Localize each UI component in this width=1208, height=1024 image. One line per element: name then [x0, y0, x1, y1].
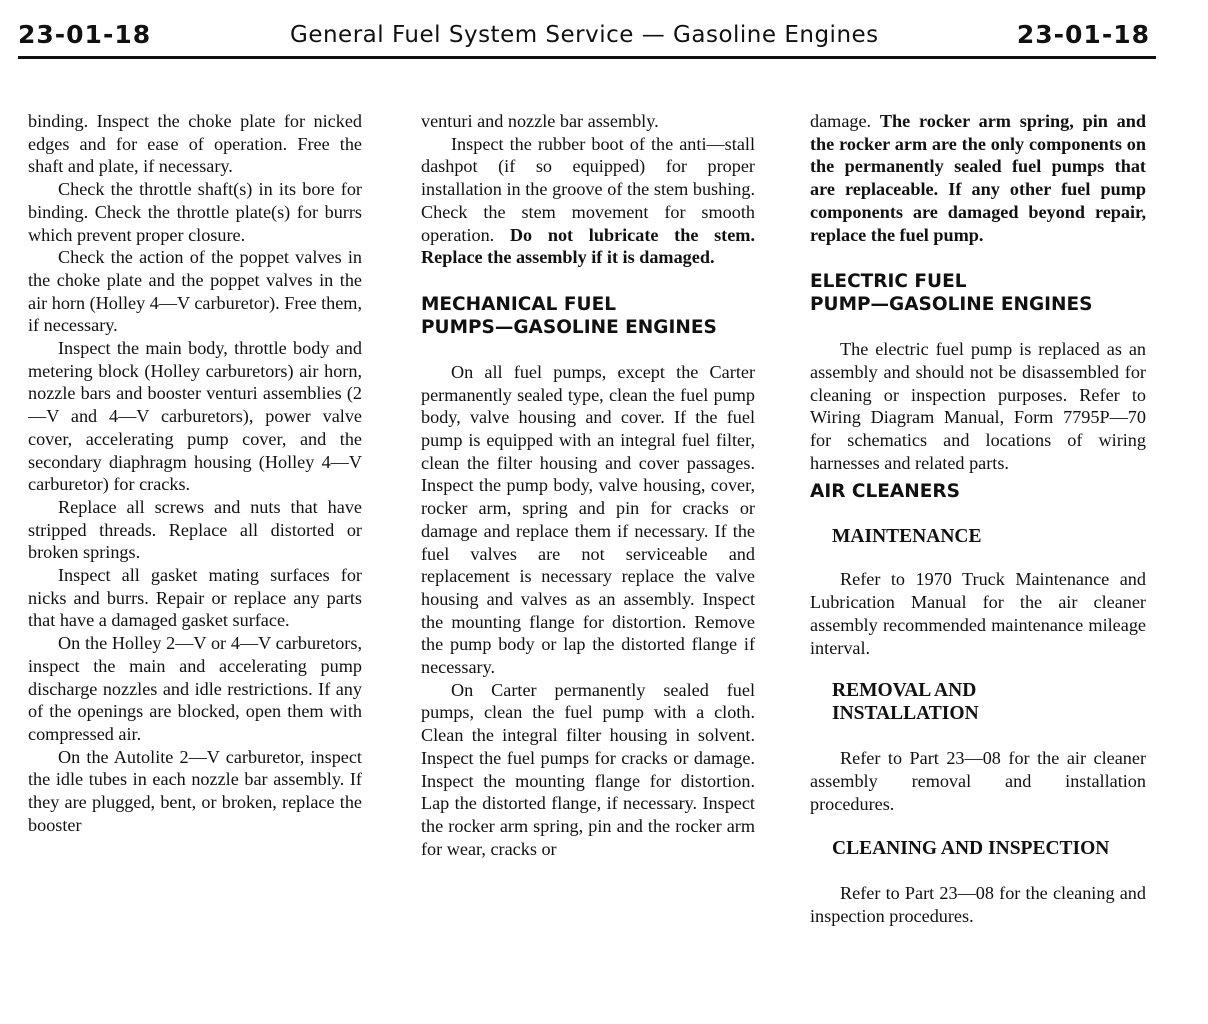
section-heading: AIR CLEANERS: [810, 481, 960, 503]
note-text: The rocker arm spring, pin and the rocker arm are the only components on the permanently sealed fuel pumps that are replaceable. If any other fuel pump components are damaged beyond repair, replace the fuel pump.: [810, 111, 1146, 245]
paragraph: Replace all screws and nuts that have stripped threads. Replace all distorted or broken springs.: [28, 496, 362, 563]
subsection-heading: MAINTENANCE: [832, 526, 982, 548]
page-number-left: 23-01-18: [18, 20, 152, 49]
heading-line: PUMP—GASOLINE ENGINES: [810, 294, 1093, 316]
paragraph: Refer to Part 23—08 for the air cleaner assembly removal and installation procedures.: [810, 748, 1146, 814]
column-1: [28, 110, 362, 837]
column-3: [810, 110, 1146, 928]
heading-line: INSTALLATION: [832, 703, 979, 725]
paragraph: The electric fuel pump is replaced as an assembly and should not be disassembled for cleaning or inspection purposes. Refer to Wiring Diagram Manual, Form 7795P—70 for schematics and locations of wiring harnesses and related parts.: [810, 339, 1146, 473]
section-heading: [421, 293, 755, 339]
heading-line: MECHANICAL FUEL: [421, 293, 616, 315]
column-2: [421, 110, 755, 860]
paragraph: On the Holley 2—V or 4—V carburetors, inspect the main and accelerating pump discharge nozzles and idle restrictions. If any of the openings are blocked, open them with compressed air.: [28, 633, 362, 744]
paragraph: On the Autolite 2—V carburetor, inspect the idle tubes in each nozzle bar assembly. If they are plugged, bent, or broken, replace the booster: [28, 746, 362, 835]
paragraph: Inspect the main body, throttle body and metering block (Holley carburetors) air horn, nozzle bars and booster venturi assemblies (2—V and 4—V carburetors), power valve cover, accelerating pump cover, and the secondary diaphragm housing (Holley 4—V carburetor) for cracks.: [28, 338, 362, 495]
subsection-heading: CLEANING AND INSPECTION: [832, 838, 1110, 860]
paragraph: Refer to Part 23—08 for the cleaning and inspection procedures.: [810, 883, 1146, 927]
warning-text: Do not lubricate the stem. Replace the assembly if it is damaged.: [421, 224, 755, 268]
paragraph: binding. Inspect the choke plate for nicked edges and for ease of operation. Free the shaft and plate, if necessary.: [28, 111, 362, 177]
heading-line: ELECTRIC FUEL: [810, 271, 967, 293]
page-number-right: 23-01-18: [1016, 20, 1150, 49]
heading-line: REMOVAL AND: [832, 680, 977, 702]
section-heading: [810, 270, 1146, 316]
paragraph: On all fuel pumps, except the Carter permanently sealed type, clean the fuel pump body, valve housing and cover. If the fuel pump is equipped with an integral fuel filter, clean the filter housing and cover passages. Inspect the pump body, valve housing, cover, rocker arm, spring and pin for cracks or damage and replace them if necessary. If the fuel valves are not serviceable and replacement is necessary replace the valve housing and valves as an assembly. Inspect the mounting flange for distortion. Remove the pump body or lap the distorted flange if necessary.: [421, 361, 755, 678]
page-header: [18, 16, 1154, 56]
paragraph: [810, 110, 1146, 246]
paragraph: Check the action of the poppet valves in the choke plate and the poppet valves in the air horn (Holley 4—V carburetor). Free them, if necessary.: [28, 247, 362, 336]
subsection-heading: [810, 679, 1146, 725]
paragraph: Check the throttle shaft(s) in its bore for binding. Check the throttle plate(s) for burrs which prevent proper closure.: [28, 179, 362, 245]
paragraph: venturi and nozzle bar assembly.: [421, 111, 659, 131]
paragraph: Inspect all gasket mating surfaces for nicks and burrs. Repair or replace any parts that have a damaged gasket surface.: [28, 565, 362, 631]
paragraph: Refer to 1970 Truck Maintenance and Lubrication Manual for the air cleaner assembly recommended maintenance mileage interval.: [810, 569, 1146, 658]
paragraph: On Carter permanently sealed fuel pumps, clean the fuel pump with a cloth. Clean the integral filter housing in solvent. Inspect the fuel pumps for cracks or damage. Inspect the mounting flange for distortion. Lap the distorted flange, if necessary. Inspect the rocker arm spring, pin and the rocker arm for wear, cracks or: [421, 679, 755, 859]
paragraph: [421, 133, 755, 269]
header-rule: [18, 56, 1156, 59]
paragraph-text: Inspect the rubber boot of the anti—stall dashpot (if so equipped) for proper installation in the groove of the stem bushing. Check the stem movement for smooth operation.: [421, 133, 755, 245]
paragraph-text: damage.: [810, 111, 872, 131]
running-title: General Fuel System Service — Gasoline Engines: [290, 22, 879, 48]
heading-line: PUMPS—GASOLINE ENGINES: [421, 316, 717, 338]
